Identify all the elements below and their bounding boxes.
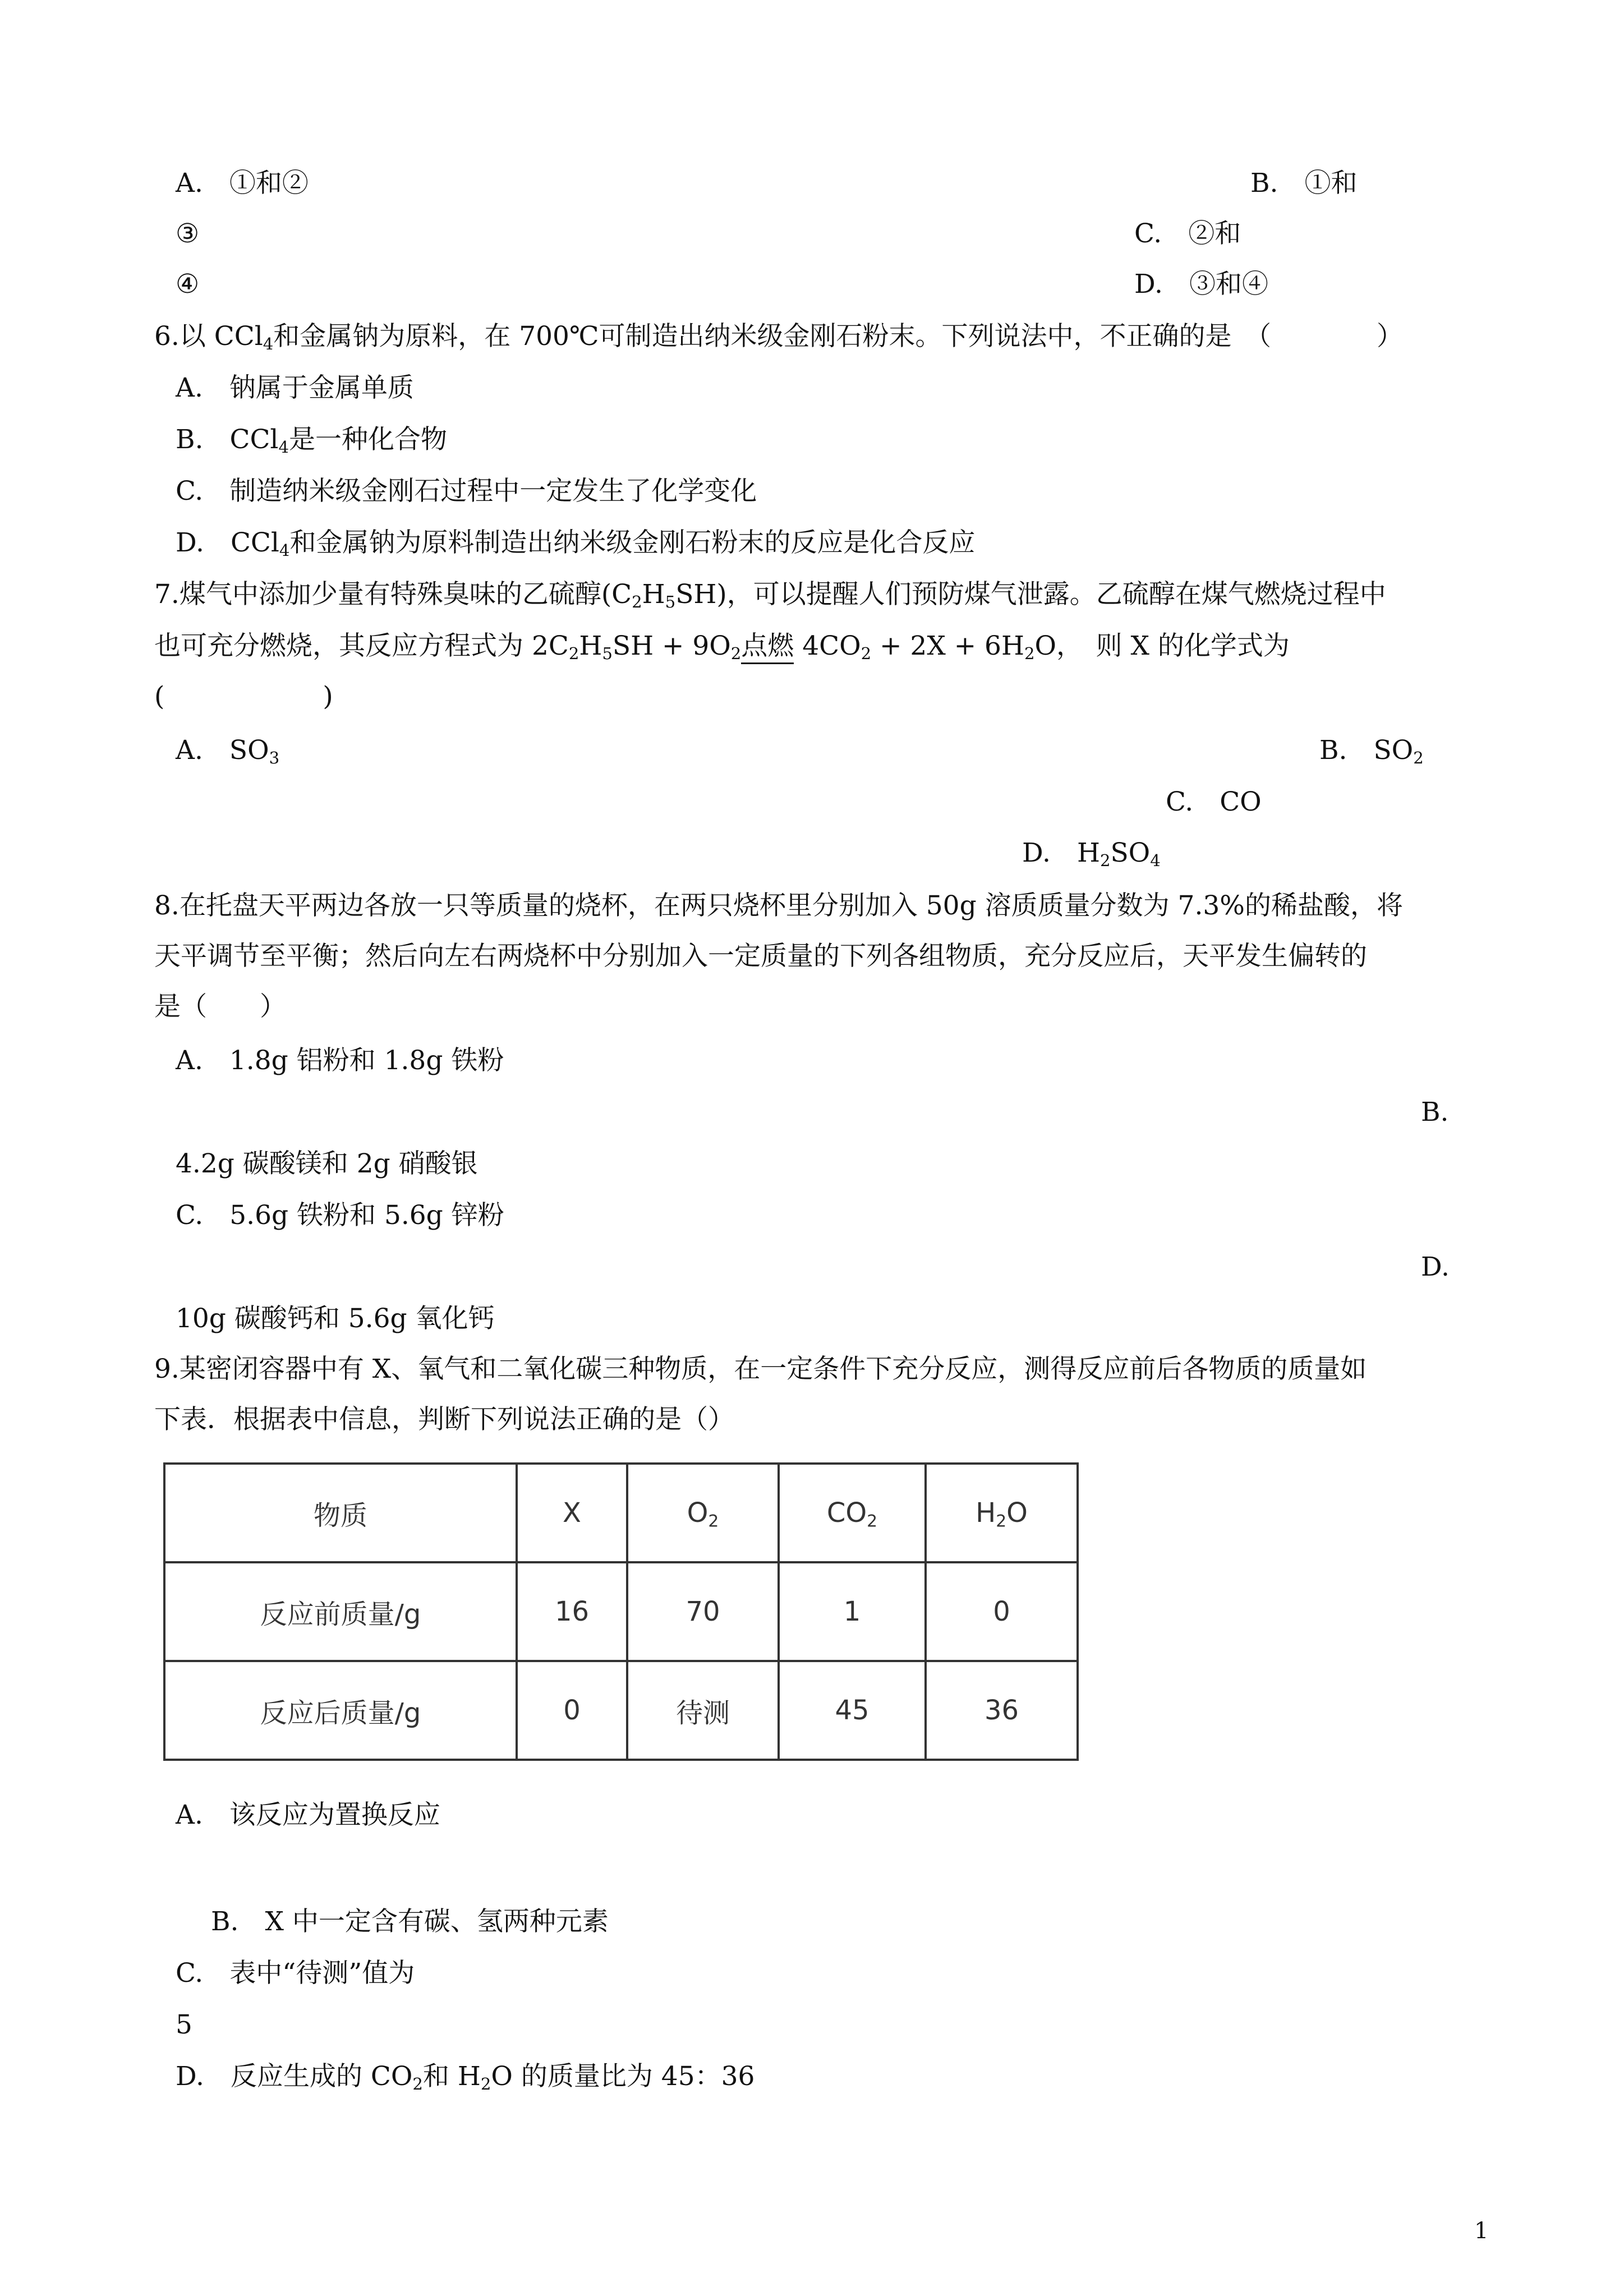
q9-option-d: D. 反应生成的 $CO_2$和 $H_2O$ 的质量比为 45：36 [176, 2061, 755, 2094]
option-b: B. ①和 [1250, 168, 1358, 199]
option-c: C. ②和 [1134, 218, 1241, 249]
page-number: 1 [1474, 2218, 1489, 2244]
question-9-stem-line-2: 下表．根据表中信息，判断下列说法正确的是（） [154, 1404, 734, 1435]
table-cell: 反应后质量/g [164, 1661, 517, 1760]
table-cell: 16 [517, 1562, 627, 1661]
question-8-stem-line-1: 8.在托盘天平两边各放一只等质量的烧杯，在两只烧杯里分别加入 50g 溶质质量分数为 7.3%的稀盐酸，将 [154, 890, 1403, 921]
table-header-cell: X [517, 1464, 627, 1562]
table-header-cell: 物质 [164, 1464, 517, 1562]
option-a: A. ①和② [176, 168, 309, 199]
q8-option-c: C. 5.6g 铁粉和 5.6g 锌粉 [176, 1200, 504, 1231]
question-9-stem-line-1: 9.某密闭容器中有 X、氧气和二氧化碳三种物质，在一定条件下充分反应，测得反应前后各物质的质量如 [154, 1354, 1367, 1384]
mass-data-table [163, 1462, 1079, 1761]
option-a-continuation: ③ [176, 218, 200, 249]
table-header-cell: $O_2$ [627, 1464, 779, 1562]
option-c-continuation: ④ [176, 269, 200, 300]
q8-option-d-text: 10g 碳酸钙和 5.6g 氧化钙 [176, 1303, 495, 1334]
q9-option-a: A. 该反应为置换反应 [176, 1800, 440, 1830]
q8-option-b-text: 4.2g 碳酸镁和 2g 硝酸银 [176, 1148, 478, 1179]
question-8-stem-line-3: 是（ ） [154, 991, 286, 1022]
table-header-cell: $H_2O$ [926, 1464, 1078, 1562]
q7-option-a: A. $SO_3$ [176, 735, 280, 768]
table-row [164, 1562, 1078, 1661]
table-cell: 36 [926, 1661, 1078, 1760]
question-7-stem-line-2: 也可充分燃烧，其反应方程式为 $2C_2H_5SH + 9O_2$点燃 $4CO_2 + 2X + 6H_2O$， 则 X 的化学式为 [154, 631, 1290, 664]
q8-option-d: D. [1421, 1251, 1450, 1282]
table-cell: 1 [779, 1562, 926, 1661]
q6-option-a: A. 钠属于金属单质 [176, 372, 414, 403]
table-cell: 45 [779, 1661, 926, 1760]
q9-option-c-continuation: 5 [176, 2009, 192, 2040]
table-cell: 0 [517, 1661, 627, 1760]
option-d: D. ③和④ [1134, 269, 1268, 300]
table-cell: 0 [926, 1562, 1078, 1661]
question-7-answer-blank: ( ) [154, 681, 333, 712]
q6-option-b: B. CCl$_4$是一种化合物 [176, 424, 447, 457]
table-row [164, 1661, 1078, 1760]
q6-option-c: C. 制造纳米级金刚石过程中一定发生了化学变化 [176, 476, 757, 507]
table-cell: 70 [627, 1562, 779, 1661]
q8-option-a: A. 1.8g 铝粉和 1.8g 铁粉 [176, 1045, 504, 1076]
q6-option-d: D. CCl$_4$和金属钠为原料制造出纳米级金刚石粉末的反应是化合反应 [176, 527, 976, 560]
q7-option-d: D. $H_2SO_4$ [1022, 838, 1161, 871]
q9-option-b: B. X 中一定含有碳、氢两种元素 [211, 1906, 609, 1937]
question-6-stem: 6.以 CCl$_4$和金属钠为原料，在 700℃可制造出纳米级金刚石粉末。下列说法中，不正确的是 （ ） [154, 321, 1404, 354]
question-7-stem-line-1: 7.煤气中添加少量有特殊臭味的乙硫醇$(C_2H_5SH)$，可以提醒人们预防煤气泄露。乙硫醇在煤气燃烧过程中 [154, 579, 1386, 612]
q9-option-c: C. 表中“待测”值为 [176, 1958, 415, 1989]
q7-option-b: B. $SO_2$ [1319, 735, 1424, 768]
table-header-cell: $CO_2$ [779, 1464, 926, 1562]
table-header-row [164, 1464, 1078, 1562]
reaction-condition: 点燃 [741, 631, 794, 664]
table-cell: 反应前质量/g [164, 1562, 517, 1661]
q7-option-c: C. CO [1166, 786, 1262, 817]
table-cell: 待测 [627, 1661, 779, 1760]
q8-option-b: B. [1421, 1097, 1449, 1128]
question-8-stem-line-2: 天平调节至平衡；然后向左右两烧杯中分别加入一定质量的下列各组物质，充分反应后，天平发生偏转的 [154, 941, 1367, 972]
